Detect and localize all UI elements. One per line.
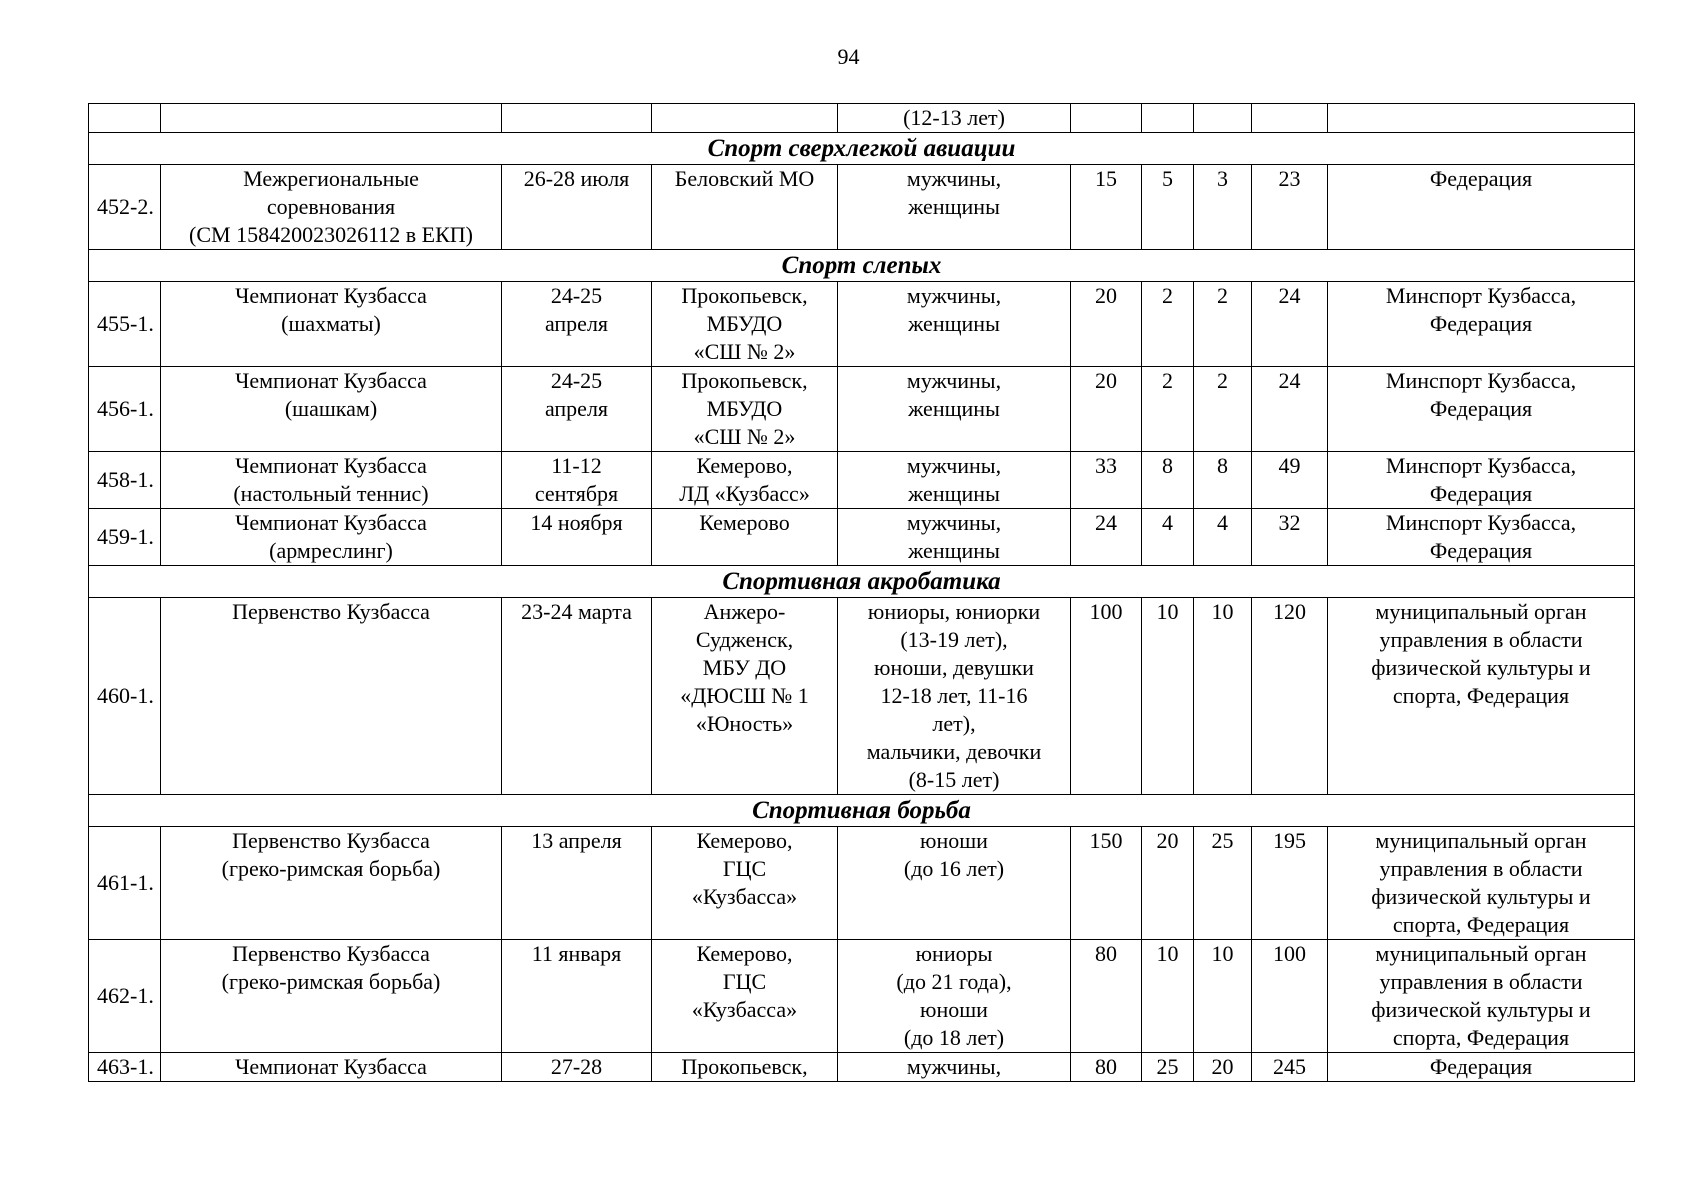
cell-event: Первенство Кузбасса (греко-римская борьба) <box>161 827 502 940</box>
cell-organizer: Минспорт Кузбасса, Федерация <box>1328 367 1635 452</box>
cell-count-2 <box>1142 104 1194 133</box>
cell-count-1: 24 <box>1071 509 1142 566</box>
cell-count-total: 120 <box>1252 598 1328 795</box>
cell-count-3: 2 <box>1194 282 1252 367</box>
events-table <box>88 103 1635 1082</box>
cell-participants: мужчины, женщины <box>838 282 1071 367</box>
cell-num: 460-1. <box>89 598 161 795</box>
cell-place: Кемерово, ГЦС «Кузбасса» <box>652 827 838 940</box>
cell-num <box>89 104 161 133</box>
cell-date: 11-12 сентября <box>502 452 652 509</box>
table-row <box>89 452 1635 509</box>
cell-count-total: 245 <box>1252 1053 1328 1082</box>
cell-organizer: Минспорт Кузбасса, Федерация <box>1328 282 1635 367</box>
cell-num: 455-1. <box>89 282 161 367</box>
cell-count-3 <box>1194 104 1252 133</box>
cell-count-1: 20 <box>1071 367 1142 452</box>
cell-participants: мужчины, женщины <box>838 452 1071 509</box>
cell-date: 13 апреля <box>502 827 652 940</box>
cell-count-total: 24 <box>1252 282 1328 367</box>
cell-event: Чемпионат Кузбасса (настольный теннис) <box>161 452 502 509</box>
cell-count-3: 10 <box>1194 940 1252 1053</box>
cell-organizer <box>1328 104 1635 133</box>
section-row <box>89 250 1635 282</box>
cell-date: 24-25 апреля <box>502 282 652 367</box>
table-row <box>89 827 1635 940</box>
cell-count-total: 195 <box>1252 827 1328 940</box>
cell-count-1: 80 <box>1071 940 1142 1053</box>
cell-count-3: 25 <box>1194 827 1252 940</box>
cell-place: Анжеро- Судженск, МБУ ДО «ДЮСШ № 1 «Юность» <box>652 598 838 795</box>
cell-organizer: муниципальный орган управления в области физической культуры и спорта, Федерация <box>1328 940 1635 1053</box>
cell-count-total: 49 <box>1252 452 1328 509</box>
section-row <box>89 133 1635 165</box>
table-row <box>89 509 1635 566</box>
cell-count-1: 100 <box>1071 598 1142 795</box>
cell-count-3: 4 <box>1194 509 1252 566</box>
cell-place <box>652 104 838 133</box>
cell-count-1: 150 <box>1071 827 1142 940</box>
cell-count-2: 10 <box>1142 940 1194 1053</box>
cell-date: 14 ноября <box>502 509 652 566</box>
cell-date <box>502 104 652 133</box>
cell-num: 463-1. <box>89 1053 161 1082</box>
cell-count-2: 2 <box>1142 282 1194 367</box>
cell-participants: мужчины, <box>838 1053 1071 1082</box>
page-number: 94 <box>837 44 860 69</box>
cell-count-1: 20 <box>1071 282 1142 367</box>
cell-participants: юниоры (до 21 года), юноши (до 18 лет) <box>838 940 1071 1053</box>
cell-count-2: 5 <box>1142 165 1194 250</box>
cell-count-2: 20 <box>1142 827 1194 940</box>
cell-participants: юниоры, юниорки (13-19 лет), юноши, девушки 12-18 лет, 11-16 лет), мальчики, девочки (8-15 лет) <box>838 598 1071 795</box>
cell-place: Прокопьевск, МБУДО «СШ № 2» <box>652 282 838 367</box>
cell-place: Беловский МО <box>652 165 838 250</box>
section-row <box>89 795 1635 827</box>
cell-count-2: 25 <box>1142 1053 1194 1082</box>
cell-count-total <box>1252 104 1328 133</box>
table-row <box>89 598 1635 795</box>
cell-participants: юноши (до 16 лет) <box>838 827 1071 940</box>
cell-count-3: 3 <box>1194 165 1252 250</box>
table-row <box>89 282 1635 367</box>
cell-event: Чемпионат Кузбасса (шахматы) <box>161 282 502 367</box>
cell-num: 461-1. <box>89 827 161 940</box>
cell-event: Межрегиональные соревнования (СМ 158420023026112 в ЕКП) <box>161 165 502 250</box>
table-row <box>89 165 1635 250</box>
cell-participants: мужчины, женщины <box>838 509 1071 566</box>
cell-count-total: 32 <box>1252 509 1328 566</box>
cell-place: Кемерово <box>652 509 838 566</box>
cell-event <box>161 104 502 133</box>
cell-count-3: 20 <box>1194 1053 1252 1082</box>
cell-organizer: муниципальный орган управления в области физической культуры и спорта, Федерация <box>1328 827 1635 940</box>
cell-participants: мужчины, женщины <box>838 165 1071 250</box>
cell-date: 27-28 <box>502 1053 652 1082</box>
table-body <box>89 104 1635 1082</box>
cell-count-total: 24 <box>1252 367 1328 452</box>
cell-count-3: 10 <box>1194 598 1252 795</box>
cell-date: 11 января <box>502 940 652 1053</box>
cell-organizer: Федерация <box>1328 1053 1635 1082</box>
cell-place: Прокопьевск, МБУДО «СШ № 2» <box>652 367 838 452</box>
cell-event: Чемпионат Кузбасса (армреслинг) <box>161 509 502 566</box>
cell-count-2: 2 <box>1142 367 1194 452</box>
cell-count-1 <box>1071 104 1142 133</box>
table-row <box>89 1053 1635 1082</box>
cell-place: Кемерово, ЛД «Кузбасс» <box>652 452 838 509</box>
cell-event: Первенство Кузбасса (греко-римская борьба) <box>161 940 502 1053</box>
cell-num: 452-2. <box>89 165 161 250</box>
cell-count-1: 15 <box>1071 165 1142 250</box>
cell-organizer: Минспорт Кузбасса, Федерация <box>1328 452 1635 509</box>
cell-count-2: 4 <box>1142 509 1194 566</box>
section-title: Спорт слепых <box>89 250 1635 282</box>
cell-num: 462-1. <box>89 940 161 1053</box>
cell-count-2: 10 <box>1142 598 1194 795</box>
cell-event: Первенство Кузбасса <box>161 598 502 795</box>
cell-place: Прокопьевск, <box>652 1053 838 1082</box>
section-title: Спортивная акробатика <box>89 566 1635 598</box>
table-row <box>89 104 1635 133</box>
section-title: Спортивная борьба <box>89 795 1635 827</box>
table-row <box>89 367 1635 452</box>
cell-num: 459-1. <box>89 509 161 566</box>
cell-participants: (12-13 лет) <box>838 104 1071 133</box>
cell-date: 23-24 марта <box>502 598 652 795</box>
section-title: Спорт сверхлегкой авиации <box>89 133 1635 165</box>
table-row <box>89 940 1635 1053</box>
cell-organizer: муниципальный орган управления в области физической культуры и спорта, Федерация <box>1328 598 1635 795</box>
cell-event: Чемпионат Кузбасса <box>161 1053 502 1082</box>
cell-event: Чемпионат Кузбасса (шашкам) <box>161 367 502 452</box>
cell-place: Кемерово, ГЦС «Кузбасса» <box>652 940 838 1053</box>
section-row <box>89 566 1635 598</box>
cell-count-1: 33 <box>1071 452 1142 509</box>
cell-count-3: 2 <box>1194 367 1252 452</box>
cell-num: 458-1. <box>89 452 161 509</box>
cell-count-3: 8 <box>1194 452 1252 509</box>
cell-count-total: 23 <box>1252 165 1328 250</box>
cell-count-total: 100 <box>1252 940 1328 1053</box>
cell-organizer: Минспорт Кузбасса, Федерация <box>1328 509 1635 566</box>
cell-date: 24-25 апреля <box>502 367 652 452</box>
cell-participants: мужчины, женщины <box>838 367 1071 452</box>
cell-count-1: 80 <box>1071 1053 1142 1082</box>
cell-organizer: Федерация <box>1328 165 1635 250</box>
cell-num: 456-1. <box>89 367 161 452</box>
cell-count-2: 8 <box>1142 452 1194 509</box>
cell-date: 26-28 июля <box>502 165 652 250</box>
